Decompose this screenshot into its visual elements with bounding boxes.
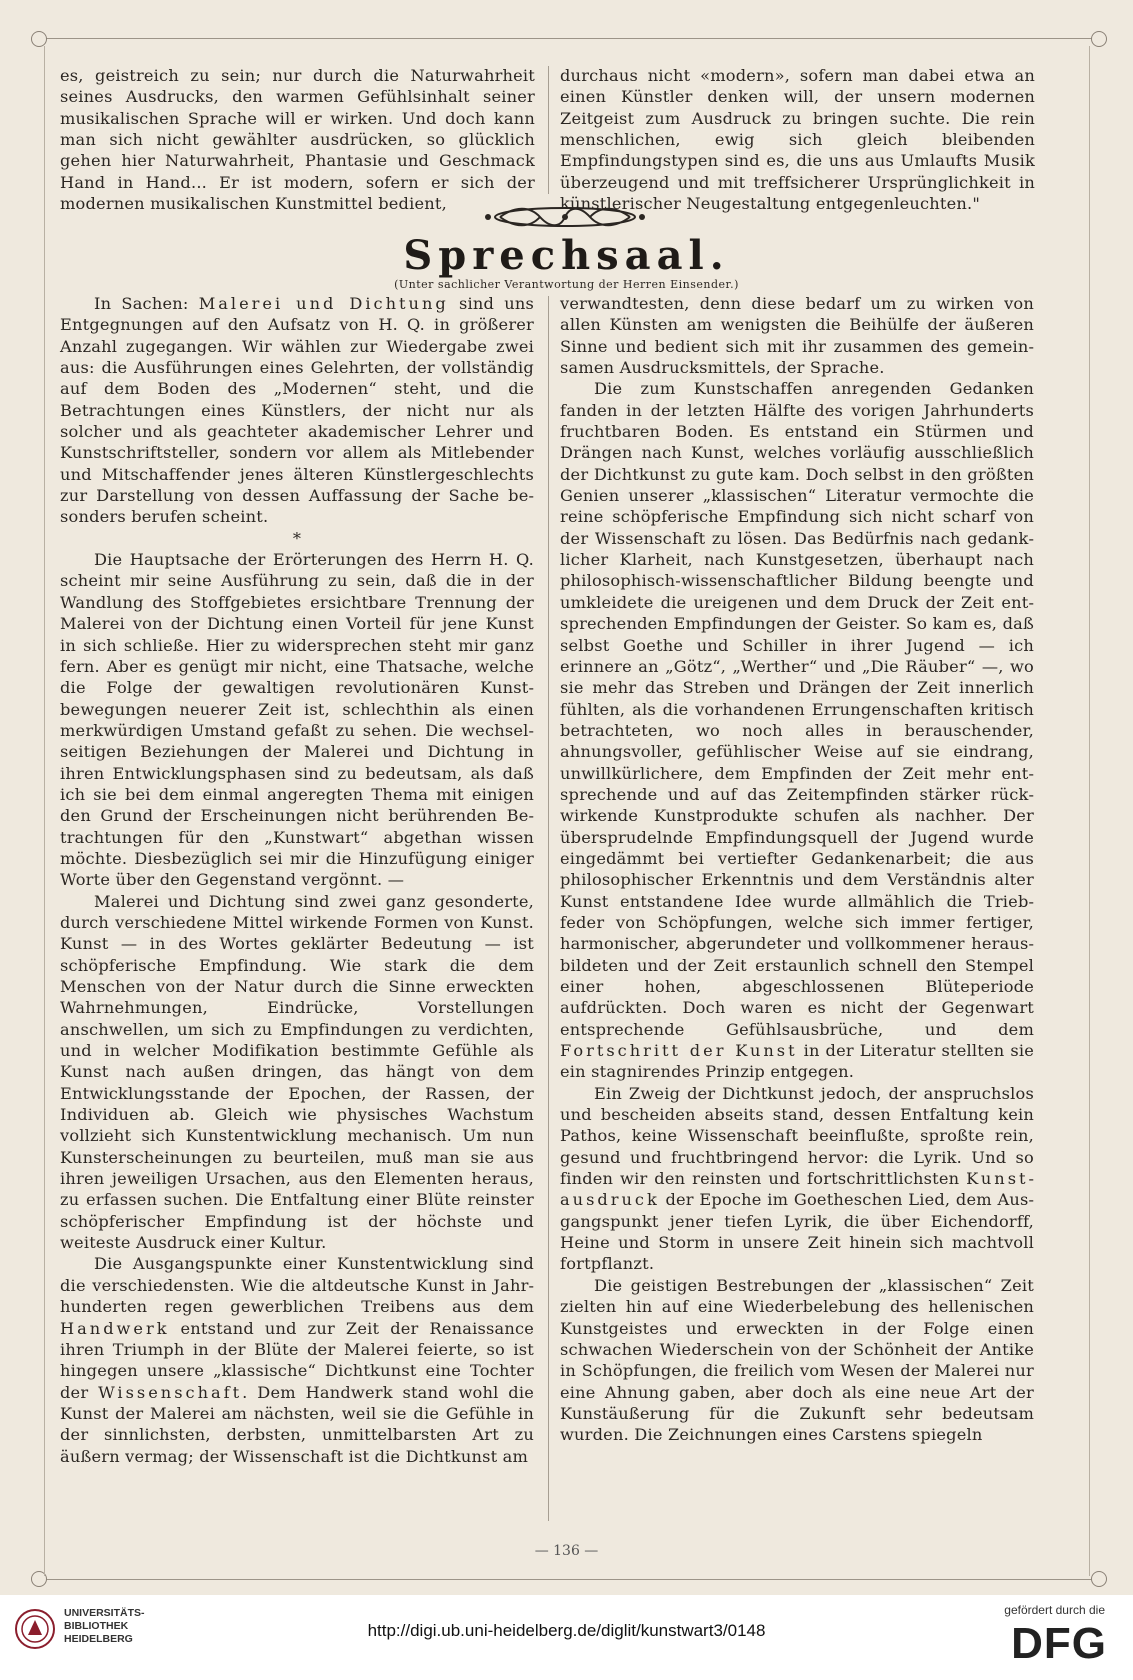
frame-corner-ornament	[1091, 31, 1107, 47]
spaced-emphasis: Handwerk	[60, 1318, 170, 1338]
section-title: Sprechsaal.	[403, 232, 730, 279]
top-column-divider	[548, 66, 549, 194]
spaced-emphasis: Malerei und Dichtung	[198, 294, 449, 313]
text-run: sind uns Entgegnungen auf den Aufsatz von H. Q. in größerer Anzahl zugegangen. Wir wählen zur Wiedergabe zwei aus: die Ausführungen eines Gelehrten, der vollständig auf dem Boden des „Modernen“ steht, und die Betrachtungen eines Künstlers, der nicht nur als solcher und als geachteter akademischer Lehrer und Kunstschriftsteller, sondern vor allem als Mitlebender und Mitschaffender jenes älteren Künstlergeschlechts zur Darstellung von dessen Auffassung der Sache besonders berufen scheint.	[60, 294, 534, 527]
text-run: In Sachen:	[94, 294, 199, 313]
dfg-logo: DFG	[1011, 1619, 1107, 1668]
text-run: entstand und zur Zeit der Renaissance ihren Triumph in der Blüte der Malerei feierte, so ist hingegen unsere „klassische“ Dichtkunst eine Tochter der	[60, 1318, 534, 1402]
university-name-line: HEIDELBERG	[64, 1633, 133, 1645]
top-left-column	[60, 65, 535, 214]
paragraph: verwandtesten, denn diese bedarf um zu wirken von allen Künsten am wenigsten die Beihülfe der äußeren Sinne und bedient sich mit ihr zusammen des gemeinsamen Ausdrucksmittels, der Sprache.	[560, 294, 1034, 378]
page-number: — 136 —	[534, 1543, 599, 1559]
asterisk-separator: *	[292, 528, 302, 548]
section-subtitle: (Unter sachlicher Verantwortung der Herren Einsender.)	[394, 278, 739, 291]
paragraph: Malerei und Dichtung sind zwei ganz gesonderte, durch verschiedene Mittel wirkende Formen von Kunst. Kunst — in des Wortes geklärter Bedeutung — ist schöpferische Empfindung. Wie stark die dem Menschen von der Natur durch die Sinne erweckten Wahrnehmungen, Eindrücke, Vorstellungen anschwellen, um sich zu Empfindungen zu verdichten, und in welcher Modifikation bestimmte Gefühle als Kunst nach außen dringen, das hängt von dem Entwicklungsstande der Epochen, der Rassen, der Individuen ab. Gleich wie physisches Wachstum vollzieht sich Kunstentwicklung mechanisch. Um nun Kunsterscheinungen zu beurteilen, muß man sie aus ihren jeweiligen Ursachen, aus den Elementen heraus, zu erfassen suchen. Die Entfaltung einer Blüte reinster schöpferischer Empfindung ist der höchste und weiteste Ausdruck einer Kultur.	[60, 891, 534, 1253]
spaced-emphasis: Wissenschaft	[98, 1382, 243, 1402]
top-right-column	[560, 65, 1035, 214]
university-name-line: BIBLIOTHEK	[64, 1620, 129, 1632]
paragraph: Die Hauptsache der Erörterungen des Herrn H. Q. scheint mir seine Ausführung zu sein, daß die in der Wandlung des Stoffgebietes ersichtbare Trennung der Malerei von der Dichtung einen Vorteil für jene Kunst in sich schließe. Hier zu widersprechen steht mir ganz fern. Aber es genügt mir nicht, eine Thatsache, welche die Folge der gewaltigen revolutionären Kunstbewegungen neuerer Zeit ist, schlechthin als einen merkwürdigen Umstand gefaßt zu sehen. Die wechselseitigen Beziehungen der Malerei und Dichtung in ihren Entwicklungsphasen sind zu bedeutsam, als daß ich sie bei dem einmal angeregten Thema mit einigen den Grund der Erscheinungen nicht berührenden Betrachtungen für den „Kunstwart“ abgethan wissen möchte. Diesbezüglich sei mir die Hinzufügung einiger Worte über den Gegenstand vergönnt. —	[60, 550, 534, 890]
frame-corner-ornament	[31, 31, 47, 47]
text-run: Ein Zweig der Dichtkunst jedoch, der anspruchslos und bescheiden abseits stand, dessen Entfaltung kein Pathos, keine Wissenschaft beeinflußte, sproßte rein, gesund und fruchtbringend hervor: die Lyrik. Und so finden wir den reinsten und fortschrittlichsten	[560, 1083, 1034, 1189]
decorative-ornament-divider	[480, 204, 650, 230]
paragraph: Die geistigen Bestrebungen der „klassischen“ Zeit zielten hin auf eine Wiederbelebung des hellenischen Kunstgeistes und erweckten in der Folge einen schwachen Wiederschein von der Schönheit der Antike in Schöpfungen, die freilich vom Wesen der Malerei nur eine Ahnung gaben, aber doch als eine neue Art der Kunstäußerung für die Zukunft sehr bedeutsam wurden. Die Zeichnungen eines Carstens spiegeln	[560, 1275, 1034, 1445]
text-run: in der Literatur stellten sie ein stagnirendes Prinzip entgegen.	[560, 1041, 1034, 1082]
source-url-link[interactable]: http://digi.ub.uni-heidelberg.de/diglit/kunstwart3/0148	[367, 1621, 766, 1640]
main-left-column	[60, 293, 534, 1467]
university-name-line: UNIVERSITÄTS-	[64, 1607, 145, 1619]
text-run: der Epoche im Goetheschen Lied, dem Ausgangspunkt jener tiefen Lyrik, die über Eichendorff, Heine und Storm in unsere Zeit hinein sich machtvoll fortpflanzt.	[560, 1190, 1034, 1274]
paragraph	[560, 378, 1034, 1082]
spaced-emphasis: Kunstausdruck	[560, 1169, 1034, 1210]
frame-corner-ornament	[1091, 1571, 1107, 1587]
text-run: Die zum Kunstschaffen anregenden Gedanken fanden in der letzten Hälfte des vorigen Jahrhunderts fruchtbaren Boden. Es entstand ein Stürmen und Drängen nach Kunst, welches vorläufig ausschließlich der Dichtkunst zu gute kam. Doch selbst in den größten Genien unserer „klassischen“ Literatur vermochte die reine schöpferische Empfindung sich nicht scharf von der Wissenschaft zu lösen. Das Bedürfnis nach gedanklicher Klarheit, nach Kunstgesetzen, überhaupt nach philosophisch-wissenschaftlicher Bildung beengte und umkleidete die ureigenen und dem Druck der Zeit entsprechenden Empfindungen der Geister. So kam es, daß selbst Goethe und Schiller in ihrer Jugend — ich erinnere an „Götz“, „Werther“ und „Die Räuber“ —, wo sie mehr das Streben und Drängen der Zeit innerlich fühlten, als die vorhandenen Errungenschaften kritisch betrachteten, wo noch alles in berauschender, ahnungsvoller, gefühlischer Weise auf sie eindrang, unwillkürlichere, dem Empfinden der Zeit mehr entsprechende und auf das Zeitempfinden stärker rückwirkende Kunstprodukte schufen als nachher. Der übersprudelnde Empfindungsquell der Jugend wurde eingedämmt bei vertiefter Gedankenarbeit; die aus philosophischer Erkenntnis und dem Verständnis alter Kunst entstandene Idee wurde allmählich die Triebfeder von Schöpfungen, welche sich immer fertiger, harmonischer, abgerundeter und vollkommener herausbildeten und der Zeit erstaunlich schnell den Stempel einer hohen, abgeschlossenen Blüteperiode aufdrückten. Doch waren es nicht der Gegenwart entsprechende Gefühlsausbrüche, und dem	[560, 379, 1034, 1039]
spaced-emphasis: Fortschritt der Kunst	[560, 1041, 798, 1061]
digitization-footer	[0, 1595, 1133, 1680]
text-run: Die Ausgangspunkte einer Kunstentwicklung sind die verschiedensten. Wie die altdeutsche Kunst in Jahrhunderten regen gewerblichen Treibens aus dem	[60, 1254, 534, 1317]
top-right-text: durchaus nicht «modern», sofern man dabei etwa an einen Künstler denken will, der unsern modernen Zeitgeist zum Ausdruck zu bringen suchte. Die rein menschlichen, ewig sich gleich bleibenden Empfindungstypen sind es, die uns aus Umlaufts Musik überzeugend und mit treffsicherer Ursprünglichkeit in künstlerischer Neugestaltung entgegenleuchten."	[560, 66, 1035, 214]
paragraph	[60, 1253, 534, 1466]
text-run: . Dem Handwerk stand wohl die Kunst der Malerei am nächsten, weil sie die Gefühle in der sinnlichsten, derbsten, unmittelbarsten Art zu äußern vermag; der Wissenschaft ist die Dichtkunst am	[60, 1382, 534, 1466]
top-left-text: es, geistreich zu sein; nur durch die Naturwahrheit seines Ausdrucks, den warmen Gefühlsinhalt seiner musikalischen Sprache will er wirken. Und doch kann man sich nicht gewählter ausdrücken, so glücklich gehen hier Naturwahrheit, Phantasie und Geschmack Hand in Hand... Er ist modern, sofern er sich der modernen musikalischen Kunstmittel bedient,	[60, 66, 535, 214]
paragraph	[560, 1083, 1034, 1275]
funded-by-label: gefördert durch die	[1004, 1603, 1105, 1617]
paragraph	[60, 293, 534, 528]
main-right-column	[560, 293, 1034, 1446]
main-column-divider	[548, 296, 549, 1521]
